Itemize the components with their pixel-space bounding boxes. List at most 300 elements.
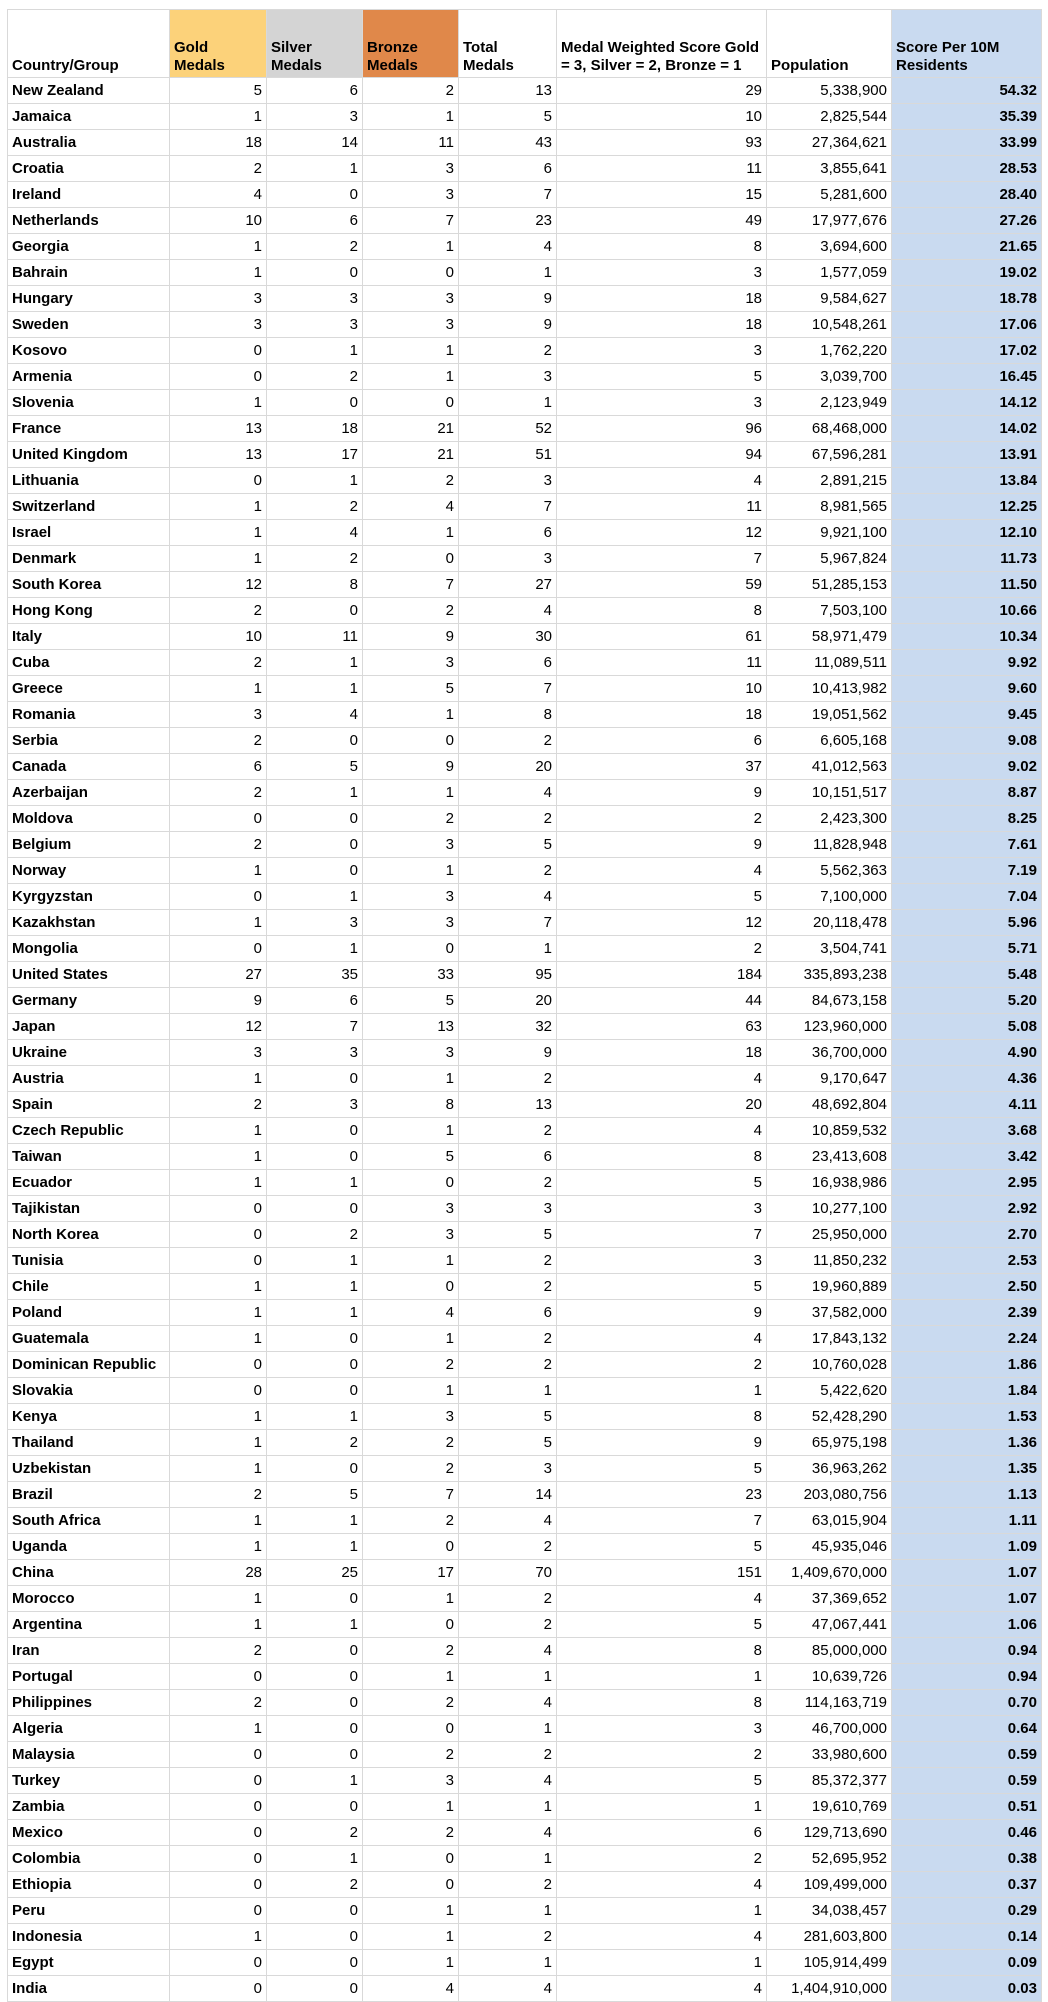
cell-population[interactable]: 58,971,479 [767, 624, 892, 650]
cell-total[interactable]: 2 [459, 858, 557, 884]
cell-bronze[interactable]: 3 [363, 1404, 459, 1430]
cell-gold[interactable]: 0 [170, 1794, 267, 1820]
cell-country[interactable]: United Kingdom [8, 442, 170, 468]
cell-total[interactable]: 4 [459, 1638, 557, 1664]
cell-population[interactable]: 45,935,046 [767, 1534, 892, 1560]
cell-weighted-score[interactable]: 12 [557, 910, 767, 936]
cell-weighted-score[interactable]: 5 [557, 1170, 767, 1196]
cell-weighted-score[interactable]: 5 [557, 1768, 767, 1794]
cell-population[interactable]: 10,859,532 [767, 1118, 892, 1144]
cell-gold[interactable]: 1 [170, 858, 267, 884]
cell-weighted-score[interactable]: 23 [557, 1482, 767, 1508]
cell-score-per-10m[interactable]: 16.45 [892, 364, 1042, 390]
cell-silver[interactable]: 4 [267, 520, 363, 546]
cell-weighted-score[interactable]: 1 [557, 1664, 767, 1690]
cell-silver[interactable]: 0 [267, 1898, 363, 1924]
cell-silver[interactable]: 4 [267, 702, 363, 728]
cell-population[interactable]: 6,605,168 [767, 728, 892, 754]
cell-silver[interactable]: 3 [267, 1040, 363, 1066]
cell-bronze[interactable]: 5 [363, 676, 459, 702]
cell-weighted-score[interactable]: 2 [557, 806, 767, 832]
cell-population[interactable]: 10,639,726 [767, 1664, 892, 1690]
cell-silver[interactable]: 0 [267, 1352, 363, 1378]
cell-bronze[interactable]: 1 [363, 1950, 459, 1976]
cell-total[interactable]: 1 [459, 1378, 557, 1404]
cell-bronze[interactable]: 3 [363, 650, 459, 676]
cell-score-per-10m[interactable]: 9.45 [892, 702, 1042, 728]
cell-population[interactable]: 11,850,232 [767, 1248, 892, 1274]
cell-score-per-10m[interactable]: 1.53 [892, 1404, 1042, 1430]
cell-weighted-score[interactable]: 8 [557, 1638, 767, 1664]
cell-gold[interactable]: 1 [170, 1274, 267, 1300]
cell-silver[interactable]: 0 [267, 1118, 363, 1144]
cell-silver[interactable]: 0 [267, 182, 363, 208]
cell-total[interactable]: 4 [459, 884, 557, 910]
cell-country[interactable]: Slovenia [8, 390, 170, 416]
cell-score-per-10m[interactable]: 14.12 [892, 390, 1042, 416]
cell-silver[interactable]: 1 [267, 1300, 363, 1326]
cell-total[interactable]: 5 [459, 1430, 557, 1456]
cell-total[interactable]: 52 [459, 416, 557, 442]
cell-bronze[interactable]: 11 [363, 130, 459, 156]
cell-country[interactable]: Iran [8, 1638, 170, 1664]
cell-weighted-score[interactable]: 9 [557, 1430, 767, 1456]
cell-weighted-score[interactable]: 4 [557, 1326, 767, 1352]
cell-score-per-10m[interactable]: 1.11 [892, 1508, 1042, 1534]
cell-weighted-score[interactable]: 1 [557, 1378, 767, 1404]
cell-gold[interactable]: 0 [170, 1248, 267, 1274]
cell-weighted-score[interactable]: 2 [557, 1742, 767, 1768]
cell-population[interactable]: 27,364,621 [767, 130, 892, 156]
cell-population[interactable]: 1,577,059 [767, 260, 892, 286]
cell-score-per-10m[interactable]: 0.59 [892, 1768, 1042, 1794]
header-total-medals[interactable]: Total Medals [459, 10, 557, 78]
cell-weighted-score[interactable]: 44 [557, 988, 767, 1014]
cell-gold[interactable]: 1 [170, 104, 267, 130]
cell-score-per-10m[interactable]: 0.51 [892, 1794, 1042, 1820]
cell-weighted-score[interactable]: 18 [557, 1040, 767, 1066]
cell-weighted-score[interactable]: 9 [557, 832, 767, 858]
cell-total[interactable]: 6 [459, 156, 557, 182]
cell-country[interactable]: Tajikistan [8, 1196, 170, 1222]
cell-population[interactable]: 19,960,889 [767, 1274, 892, 1300]
cell-bronze[interactable]: 1 [363, 1326, 459, 1352]
cell-silver[interactable]: 11 [267, 624, 363, 650]
cell-country[interactable]: Egypt [8, 1950, 170, 1976]
cell-bronze[interactable]: 4 [363, 1300, 459, 1326]
cell-bronze[interactable]: 2 [363, 1508, 459, 1534]
cell-gold[interactable]: 1 [170, 910, 267, 936]
cell-bronze[interactable]: 1 [363, 520, 459, 546]
cell-silver[interactable]: 1 [267, 1508, 363, 1534]
cell-bronze[interactable]: 5 [363, 1144, 459, 1170]
cell-country[interactable]: Mexico [8, 1820, 170, 1846]
cell-gold[interactable]: 2 [170, 780, 267, 806]
cell-score-per-10m[interactable]: 0.29 [892, 1898, 1042, 1924]
cell-population[interactable]: 129,713,690 [767, 1820, 892, 1846]
cell-score-per-10m[interactable]: 1.09 [892, 1534, 1042, 1560]
cell-silver[interactable]: 0 [267, 1924, 363, 1950]
cell-total[interactable]: 6 [459, 520, 557, 546]
cell-population[interactable]: 8,981,565 [767, 494, 892, 520]
cell-score-per-10m[interactable]: 2.50 [892, 1274, 1042, 1300]
cell-weighted-score[interactable]: 8 [557, 598, 767, 624]
cell-population[interactable]: 51,285,153 [767, 572, 892, 598]
cell-total[interactable]: 1 [459, 1950, 557, 1976]
cell-score-per-10m[interactable]: 2.70 [892, 1222, 1042, 1248]
cell-bronze[interactable]: 1 [363, 1924, 459, 1950]
cell-bronze[interactable]: 0 [363, 546, 459, 572]
cell-population[interactable]: 63,015,904 [767, 1508, 892, 1534]
cell-weighted-score[interactable]: 37 [557, 754, 767, 780]
cell-silver[interactable]: 1 [267, 884, 363, 910]
cell-score-per-10m[interactable]: 11.50 [892, 572, 1042, 598]
cell-population[interactable]: 19,610,769 [767, 1794, 892, 1820]
cell-bronze[interactable]: 2 [363, 1352, 459, 1378]
cell-weighted-score[interactable]: 94 [557, 442, 767, 468]
cell-gold[interactable]: 0 [170, 1846, 267, 1872]
cell-silver[interactable]: 1 [267, 1274, 363, 1300]
cell-silver[interactable]: 2 [267, 1222, 363, 1248]
cell-silver[interactable]: 1 [267, 1768, 363, 1794]
cell-population[interactable]: 109,499,000 [767, 1872, 892, 1898]
cell-bronze[interactable]: 7 [363, 208, 459, 234]
cell-silver[interactable]: 35 [267, 962, 363, 988]
cell-weighted-score[interactable]: 5 [557, 1456, 767, 1482]
cell-bronze[interactable]: 2 [363, 1430, 459, 1456]
cell-bronze[interactable]: 1 [363, 364, 459, 390]
cell-bronze[interactable]: 0 [363, 390, 459, 416]
cell-gold[interactable]: 10 [170, 208, 267, 234]
cell-bronze[interactable]: 2 [363, 78, 459, 104]
cell-country[interactable]: Italy [8, 624, 170, 650]
cell-silver[interactable]: 6 [267, 988, 363, 1014]
cell-weighted-score[interactable]: 93 [557, 130, 767, 156]
cell-total[interactable]: 4 [459, 1820, 557, 1846]
header-weighted-score[interactable]: Medal Weighted Score Gold = 3, Silver = 2, Bronze = 1 [557, 10, 767, 78]
cell-total[interactable]: 7 [459, 182, 557, 208]
header-country[interactable]: Country/Group [8, 10, 170, 78]
cell-total[interactable]: 3 [459, 546, 557, 572]
cell-total[interactable]: 5 [459, 832, 557, 858]
cell-silver[interactable]: 1 [267, 338, 363, 364]
cell-score-per-10m[interactable]: 3.42 [892, 1144, 1042, 1170]
cell-bronze[interactable]: 33 [363, 962, 459, 988]
cell-silver[interactable]: 0 [267, 1326, 363, 1352]
cell-population[interactable]: 9,921,100 [767, 520, 892, 546]
cell-total[interactable]: 1 [459, 1716, 557, 1742]
cell-score-per-10m[interactable]: 12.25 [892, 494, 1042, 520]
cell-population[interactable]: 23,413,608 [767, 1144, 892, 1170]
cell-country[interactable]: Lithuania [8, 468, 170, 494]
cell-population[interactable]: 48,692,804 [767, 1092, 892, 1118]
cell-total[interactable]: 20 [459, 988, 557, 1014]
cell-population[interactable]: 5,967,824 [767, 546, 892, 572]
cell-silver[interactable]: 1 [267, 936, 363, 962]
cell-total[interactable]: 2 [459, 338, 557, 364]
cell-silver[interactable]: 25 [267, 1560, 363, 1586]
cell-score-per-10m[interactable]: 0.38 [892, 1846, 1042, 1872]
cell-gold[interactable]: 0 [170, 1976, 267, 2002]
cell-total[interactable]: 3 [459, 364, 557, 390]
cell-silver[interactable]: 0 [267, 832, 363, 858]
cell-score-per-10m[interactable]: 1.36 [892, 1430, 1042, 1456]
cell-weighted-score[interactable]: 9 [557, 1300, 767, 1326]
cell-country[interactable]: Thailand [8, 1430, 170, 1456]
cell-gold[interactable]: 1 [170, 1508, 267, 1534]
cell-bronze[interactable]: 13 [363, 1014, 459, 1040]
cell-score-per-10m[interactable]: 1.86 [892, 1352, 1042, 1378]
cell-gold[interactable]: 1 [170, 390, 267, 416]
cell-weighted-score[interactable]: 4 [557, 1924, 767, 1950]
cell-weighted-score[interactable]: 18 [557, 312, 767, 338]
cell-weighted-score[interactable]: 9 [557, 780, 767, 806]
cell-weighted-score[interactable]: 4 [557, 1586, 767, 1612]
cell-silver[interactable]: 3 [267, 910, 363, 936]
cell-bronze[interactable]: 3 [363, 156, 459, 182]
cell-weighted-score[interactable]: 29 [557, 78, 767, 104]
cell-silver[interactable]: 1 [267, 676, 363, 702]
cell-score-per-10m[interactable]: 9.60 [892, 676, 1042, 702]
cell-weighted-score[interactable]: 5 [557, 364, 767, 390]
cell-country[interactable]: Poland [8, 1300, 170, 1326]
cell-silver[interactable]: 0 [267, 1638, 363, 1664]
cell-silver[interactable]: 0 [267, 1196, 363, 1222]
cell-weighted-score[interactable]: 8 [557, 1144, 767, 1170]
cell-bronze[interactable]: 3 [363, 832, 459, 858]
cell-score-per-10m[interactable]: 27.26 [892, 208, 1042, 234]
cell-population[interactable]: 5,338,900 [767, 78, 892, 104]
cell-population[interactable]: 2,123,949 [767, 390, 892, 416]
cell-gold[interactable]: 1 [170, 1586, 267, 1612]
cell-country[interactable]: South Africa [8, 1508, 170, 1534]
cell-weighted-score[interactable]: 8 [557, 1404, 767, 1430]
cell-silver[interactable]: 1 [267, 650, 363, 676]
cell-total[interactable]: 2 [459, 1534, 557, 1560]
cell-country[interactable]: Australia [8, 130, 170, 156]
cell-score-per-10m[interactable]: 0.37 [892, 1872, 1042, 1898]
cell-silver[interactable]: 0 [267, 1690, 363, 1716]
cell-country[interactable]: Argentina [8, 1612, 170, 1638]
cell-gold[interactable]: 1 [170, 1170, 267, 1196]
cell-bronze[interactable]: 3 [363, 1222, 459, 1248]
cell-weighted-score[interactable]: 3 [557, 1248, 767, 1274]
cell-total[interactable]: 1 [459, 1794, 557, 1820]
cell-country[interactable]: Cuba [8, 650, 170, 676]
cell-gold[interactable]: 0 [170, 468, 267, 494]
cell-gold[interactable]: 2 [170, 1482, 267, 1508]
cell-country[interactable]: Denmark [8, 546, 170, 572]
cell-gold[interactable]: 1 [170, 1118, 267, 1144]
cell-gold[interactable]: 28 [170, 1560, 267, 1586]
cell-total[interactable]: 2 [459, 1612, 557, 1638]
cell-gold[interactable]: 2 [170, 598, 267, 624]
cell-bronze[interactable]: 3 [363, 182, 459, 208]
cell-score-per-10m[interactable]: 0.94 [892, 1664, 1042, 1690]
cell-gold[interactable]: 0 [170, 1352, 267, 1378]
cell-gold[interactable]: 0 [170, 1664, 267, 1690]
cell-gold[interactable]: 1 [170, 494, 267, 520]
cell-population[interactable]: 47,067,441 [767, 1612, 892, 1638]
cell-total[interactable]: 7 [459, 676, 557, 702]
cell-gold[interactable]: 2 [170, 1690, 267, 1716]
cell-country[interactable]: Israel [8, 520, 170, 546]
cell-score-per-10m[interactable]: 9.08 [892, 728, 1042, 754]
cell-country[interactable]: Switzerland [8, 494, 170, 520]
cell-bronze[interactable]: 1 [363, 338, 459, 364]
cell-weighted-score[interactable]: 96 [557, 416, 767, 442]
cell-population[interactable]: 46,700,000 [767, 1716, 892, 1742]
cell-country[interactable]: Japan [8, 1014, 170, 1040]
cell-gold[interactable]: 0 [170, 364, 267, 390]
cell-country[interactable]: France [8, 416, 170, 442]
cell-gold[interactable]: 1 [170, 1300, 267, 1326]
cell-total[interactable]: 5 [459, 1222, 557, 1248]
cell-score-per-10m[interactable]: 1.35 [892, 1456, 1042, 1482]
cell-population[interactable]: 3,504,741 [767, 936, 892, 962]
cell-weighted-score[interactable]: 7 [557, 546, 767, 572]
cell-bronze[interactable]: 5 [363, 988, 459, 1014]
cell-total[interactable]: 1 [459, 1898, 557, 1924]
cell-population[interactable]: 65,975,198 [767, 1430, 892, 1456]
cell-bronze[interactable]: 1 [363, 1248, 459, 1274]
cell-bronze[interactable]: 3 [363, 1768, 459, 1794]
cell-bronze[interactable]: 17 [363, 1560, 459, 1586]
cell-total[interactable]: 51 [459, 442, 557, 468]
header-gold-medals[interactable]: Gold Medals [170, 10, 267, 78]
cell-weighted-score[interactable]: 10 [557, 676, 767, 702]
cell-population[interactable]: 33,980,600 [767, 1742, 892, 1768]
header-silver-medals[interactable]: Silver Medals [267, 10, 363, 78]
cell-population[interactable]: 5,281,600 [767, 182, 892, 208]
cell-country[interactable]: Kazakhstan [8, 910, 170, 936]
cell-country[interactable]: Georgia [8, 234, 170, 260]
cell-country[interactable]: Bahrain [8, 260, 170, 286]
cell-score-per-10m[interactable]: 21.65 [892, 234, 1042, 260]
cell-country[interactable]: China [8, 1560, 170, 1586]
cell-bronze[interactable]: 1 [363, 702, 459, 728]
cell-population[interactable]: 203,080,756 [767, 1482, 892, 1508]
cell-total[interactable]: 2 [459, 1872, 557, 1898]
cell-silver[interactable]: 0 [267, 260, 363, 286]
cell-total[interactable]: 4 [459, 1768, 557, 1794]
cell-country[interactable]: Greece [8, 676, 170, 702]
cell-country[interactable]: Algeria [8, 1716, 170, 1742]
cell-silver[interactable]: 14 [267, 130, 363, 156]
cell-weighted-score[interactable]: 11 [557, 494, 767, 520]
cell-gold[interactable]: 12 [170, 1014, 267, 1040]
cell-weighted-score[interactable]: 20 [557, 1092, 767, 1118]
cell-silver[interactable]: 1 [267, 1534, 363, 1560]
cell-population[interactable]: 7,503,100 [767, 598, 892, 624]
cell-total[interactable]: 23 [459, 208, 557, 234]
cell-score-per-10m[interactable]: 12.10 [892, 520, 1042, 546]
cell-population[interactable]: 17,843,132 [767, 1326, 892, 1352]
cell-gold[interactable]: 1 [170, 1924, 267, 1950]
cell-gold[interactable]: 0 [170, 1196, 267, 1222]
cell-bronze[interactable]: 0 [363, 1612, 459, 1638]
cell-gold[interactable]: 5 [170, 78, 267, 104]
cell-silver[interactable]: 0 [267, 1742, 363, 1768]
cell-bronze[interactable]: 2 [363, 1690, 459, 1716]
cell-weighted-score[interactable]: 3 [557, 1196, 767, 1222]
cell-total[interactable]: 2 [459, 1586, 557, 1612]
cell-bronze[interactable]: 7 [363, 1482, 459, 1508]
cell-bronze[interactable]: 1 [363, 1118, 459, 1144]
cell-score-per-10m[interactable]: 2.53 [892, 1248, 1042, 1274]
cell-score-per-10m[interactable]: 1.06 [892, 1612, 1042, 1638]
cell-country[interactable]: Serbia [8, 728, 170, 754]
cell-silver[interactable]: 0 [267, 1950, 363, 1976]
cell-silver[interactable]: 0 [267, 858, 363, 884]
cell-bronze[interactable]: 8 [363, 1092, 459, 1118]
cell-gold[interactable]: 1 [170, 1430, 267, 1456]
cell-total[interactable]: 2 [459, 1352, 557, 1378]
cell-score-per-10m[interactable]: 0.59 [892, 1742, 1042, 1768]
cell-country[interactable]: Slovakia [8, 1378, 170, 1404]
cell-weighted-score[interactable]: 12 [557, 520, 767, 546]
cell-total[interactable]: 2 [459, 1742, 557, 1768]
cell-silver[interactable]: 5 [267, 1482, 363, 1508]
cell-total[interactable]: 4 [459, 1690, 557, 1716]
cell-population[interactable]: 3,855,641 [767, 156, 892, 182]
cell-population[interactable]: 114,163,719 [767, 1690, 892, 1716]
cell-weighted-score[interactable]: 151 [557, 1560, 767, 1586]
cell-score-per-10m[interactable]: 9.02 [892, 754, 1042, 780]
cell-country[interactable]: Taiwan [8, 1144, 170, 1170]
cell-bronze[interactable]: 2 [363, 1820, 459, 1846]
cell-country[interactable]: Canada [8, 754, 170, 780]
cell-country[interactable]: India [8, 1976, 170, 2002]
cell-weighted-score[interactable]: 63 [557, 1014, 767, 1040]
cell-score-per-10m[interactable]: 5.71 [892, 936, 1042, 962]
cell-country[interactable]: Sweden [8, 312, 170, 338]
cell-population[interactable]: 20,118,478 [767, 910, 892, 936]
cell-score-per-10m[interactable]: 2.39 [892, 1300, 1042, 1326]
cell-score-per-10m[interactable]: 0.14 [892, 1924, 1042, 1950]
cell-country[interactable]: Kosovo [8, 338, 170, 364]
cell-country[interactable]: Colombia [8, 1846, 170, 1872]
cell-silver[interactable]: 2 [267, 1430, 363, 1456]
cell-country[interactable]: Moldova [8, 806, 170, 832]
cell-bronze[interactable]: 2 [363, 598, 459, 624]
cell-bronze[interactable]: 3 [363, 910, 459, 936]
cell-population[interactable]: 34,038,457 [767, 1898, 892, 1924]
cell-silver[interactable]: 3 [267, 312, 363, 338]
cell-country[interactable]: Kyrgyzstan [8, 884, 170, 910]
cell-gold[interactable]: 0 [170, 1222, 267, 1248]
cell-bronze[interactable]: 21 [363, 442, 459, 468]
cell-bronze[interactable]: 4 [363, 1976, 459, 2002]
cell-total[interactable]: 1 [459, 260, 557, 286]
cell-country[interactable]: Austria [8, 1066, 170, 1092]
cell-country[interactable]: Indonesia [8, 1924, 170, 1950]
cell-country[interactable]: Peru [8, 1898, 170, 1924]
cell-country[interactable]: Guatemala [8, 1326, 170, 1352]
cell-total[interactable]: 7 [459, 494, 557, 520]
cell-score-per-10m[interactable]: 5.96 [892, 910, 1042, 936]
cell-score-per-10m[interactable]: 10.34 [892, 624, 1042, 650]
cell-bronze[interactable]: 0 [363, 1846, 459, 1872]
cell-gold[interactable]: 0 [170, 936, 267, 962]
cell-gold[interactable]: 0 [170, 1950, 267, 1976]
cell-silver[interactable]: 2 [267, 1820, 363, 1846]
cell-population[interactable]: 25,950,000 [767, 1222, 892, 1248]
cell-score-per-10m[interactable]: 7.19 [892, 858, 1042, 884]
cell-silver[interactable]: 6 [267, 208, 363, 234]
cell-gold[interactable]: 1 [170, 1144, 267, 1170]
cell-country[interactable]: Chile [8, 1274, 170, 1300]
